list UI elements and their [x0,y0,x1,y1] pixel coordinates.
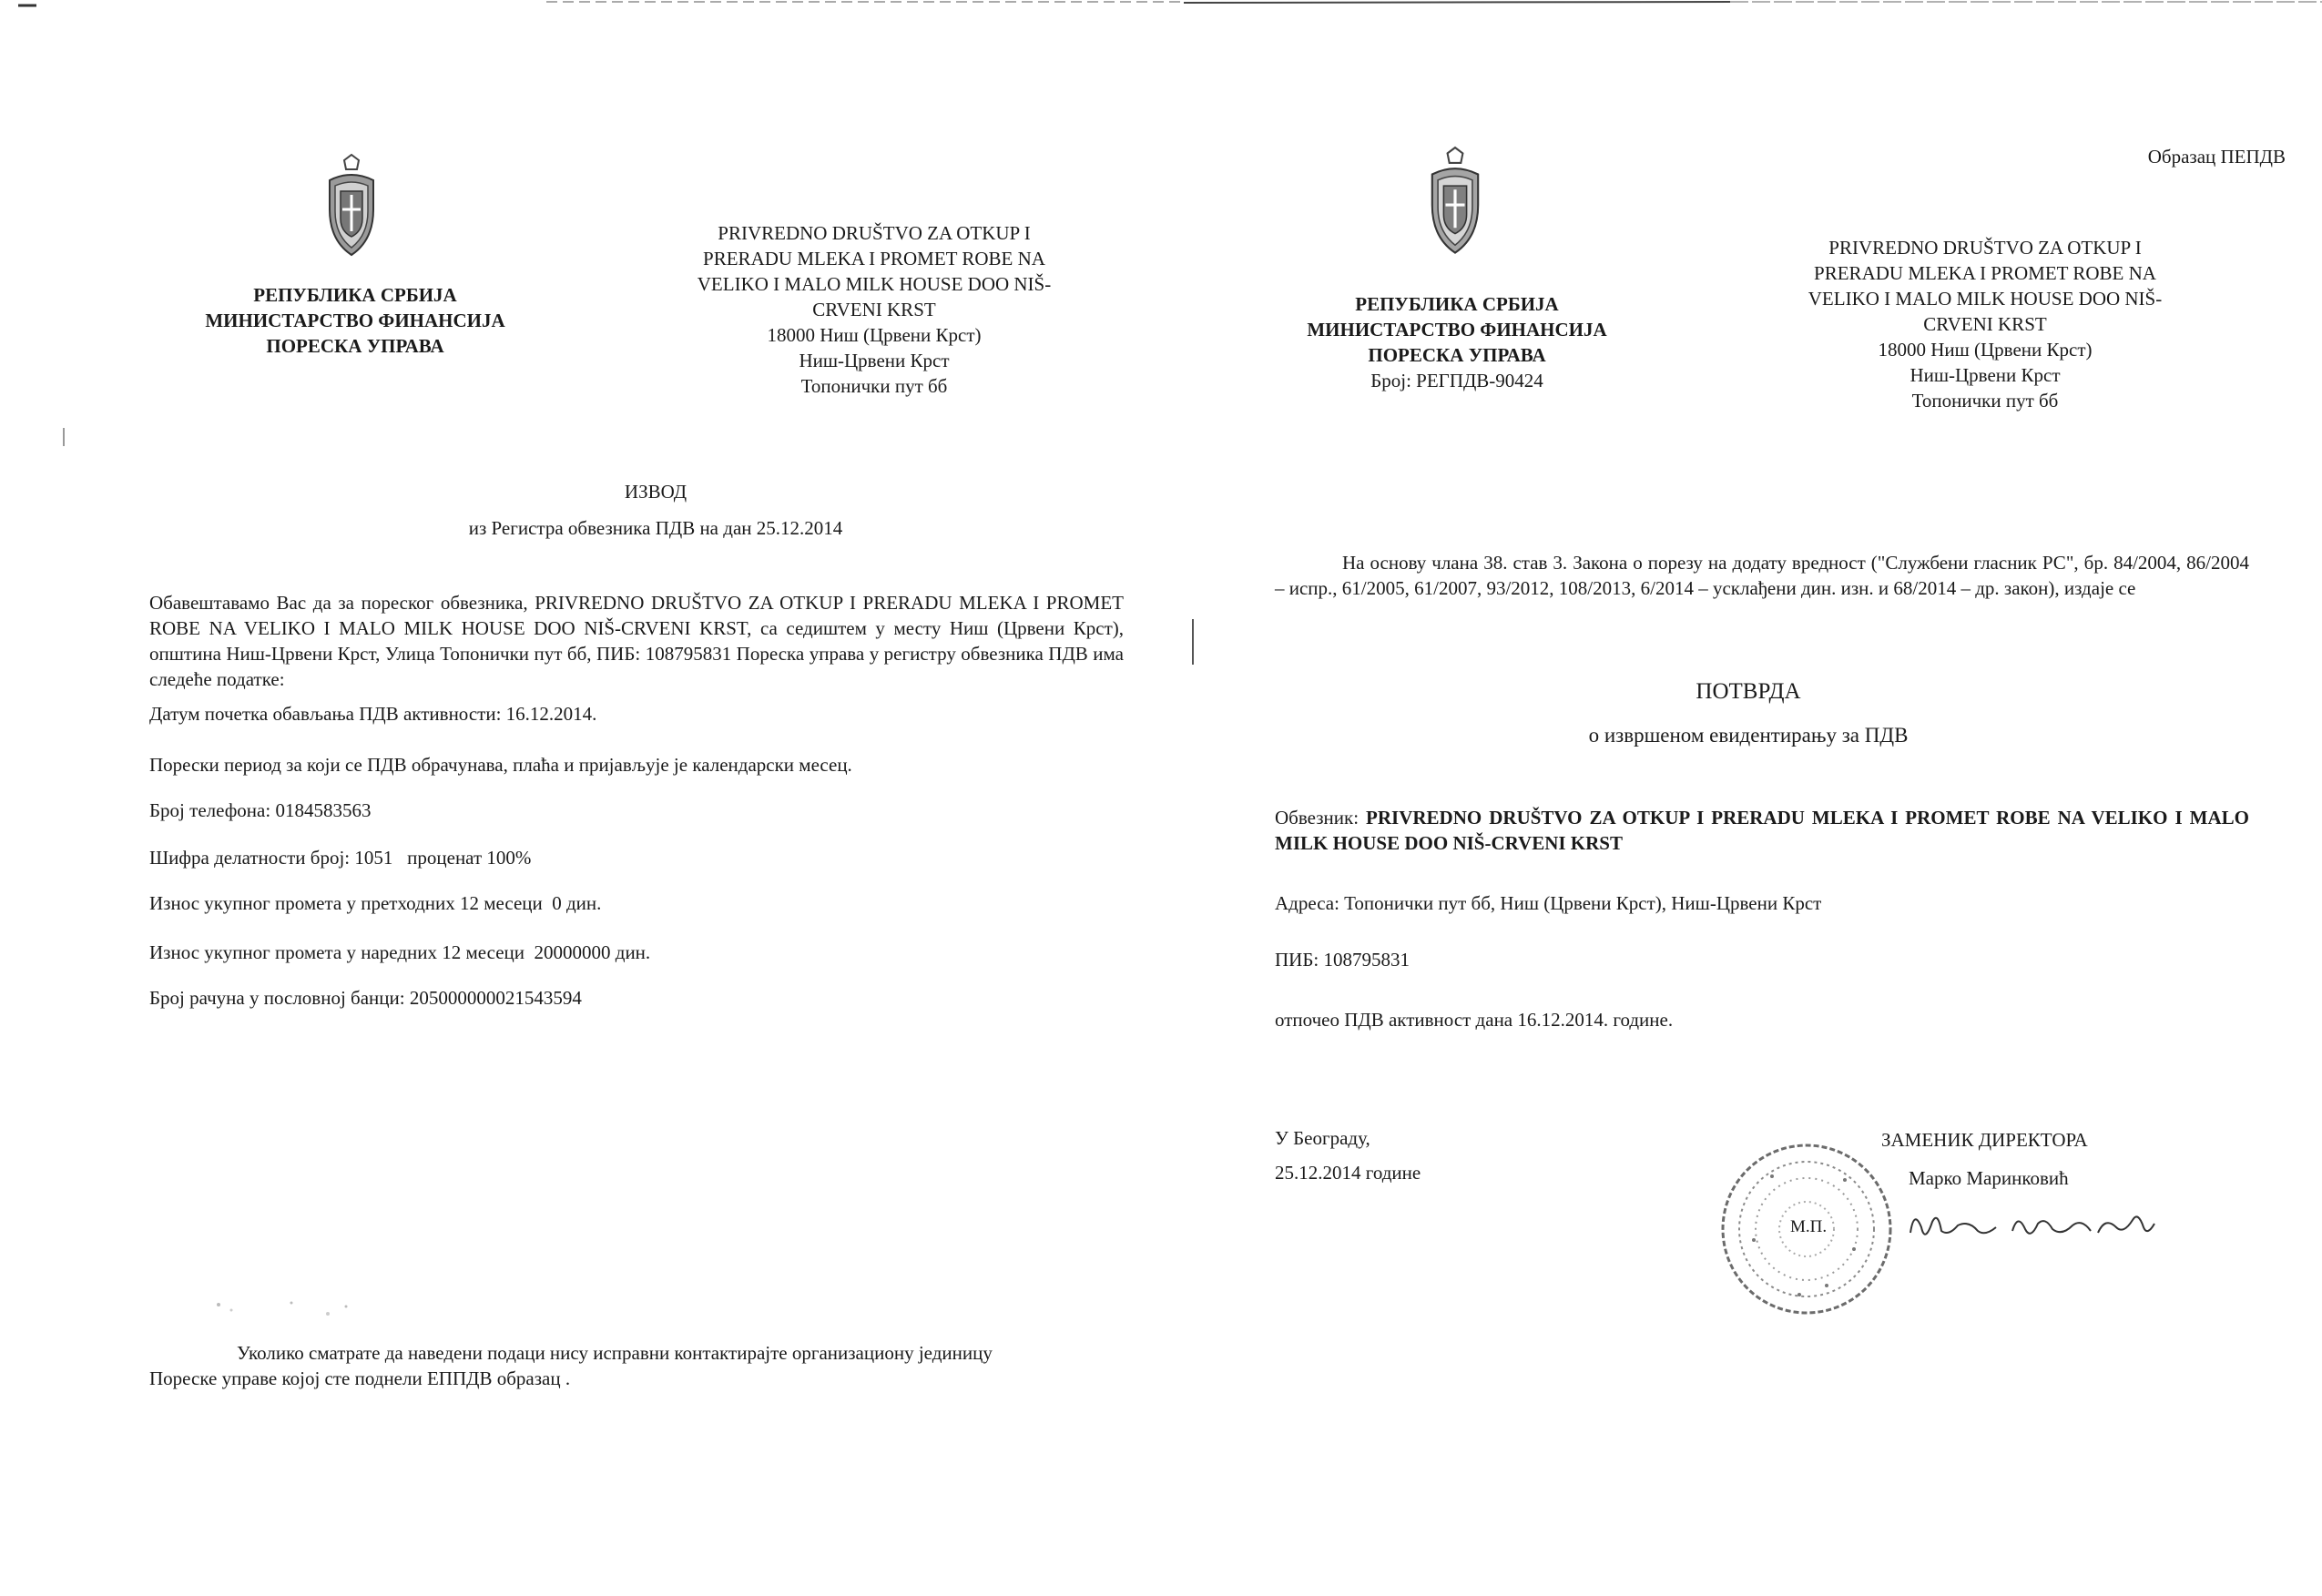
authority-line: МИНИСТАРСТВО ФИНАНСИЈА [205,310,505,331]
address-line: 18000 Ниш (Црвени Крст) [1878,339,2093,361]
left-footer-note: Уколико сматрате да наведени подаци нису исправни контактирајте организациону јединицу Пореске управе којој сте поднели ЕППДВ образац . [149,1342,993,1389]
signatory-name: Марко Маринковић [1909,1167,2069,1189]
fact-start-date: Датум почетка обављања ПДВ активности: 16.12.2014. [149,703,597,725]
activity-start: отпочео ПДВ активност дана 16.12.2014. године. [1275,1009,1674,1031]
fact-turnover-previous: Износ укупног промета у претходних 12 месеци 0 дин. [149,892,602,914]
authority-line: РЕПУБЛИКА СРБИЈА [1355,293,1559,315]
fact-turnover-next: Износ укупног промета у наредних 12 месеци 20000000 дин. [149,941,651,963]
reference-number: Број: РЕГПДВ-90424 [1370,370,1543,391]
address-line: CRVENI KRST [1923,313,2047,335]
left-document-title: ИЗВОД [624,481,687,503]
left-intro-paragraph: Обавештавамо Вас да за пореског обвезника, PRIVREDNO DRUŠTVO ZA OTKUP I PRERADU MLEKA I PROMET ROBE NA VELIKO I MALO MILK HOUSE DOO NIŠ-CRVENI KRST, са седиштем у месту Ниш (Црвени Крст), општина Ниш-Црвени Крст, Улица Топонички пут бб, ПИБ: 108795831 Пореска управа у регистру обвезника ПДВ има следеће податке: [149,592,1124,690]
taxpayer-block [1275,805,2249,856]
right-document-title: ПОТВРДА [1696,679,1801,704]
address-line: PRIVREDNO DRUŠTVO ZA OTKUP I [718,222,1031,244]
scan-edge-artifact [0,0,2322,7]
fact-phone: Број телефона: 0184583563 [149,799,372,821]
serbia-coat-of-arms-icon [321,153,382,262]
address-line: VELIKO I MALO MILK HOUSE DOO NIŠ- [697,273,1052,295]
authority-line: РЕПУБЛИКА СРБИЈА [253,284,457,306]
address-line: PRERADU MLEKA I PROMET ROBE NA [703,248,1045,269]
authority-line: ПОРЕСКА УПРАВА [1368,344,1546,366]
fold-mark [1191,619,1195,665]
right-document-subtitle: о извршеном евидентирању за ПДВ [1588,724,1909,747]
taxpayer-address: Адреса: Топонички пут бб, Ниш (Црвени Крст), Ниш-Црвени Крст [1275,892,1822,914]
seal-mark-label: М.П. [1790,1217,1828,1236]
address-line: Топонички пут бб [800,375,948,397]
address-line: 18000 Ниш (Црвени Крст) [767,324,982,346]
right-authority-block [1248,291,1666,393]
address-line: VELIKO I MALO MILK HOUSE DOO NIŠ- [1808,288,2163,310]
authority-line: ПОРЕСКА УПРАВА [266,335,444,357]
fact-tax-period: Порески период за који се ПДВ обрачунава, плаћа и пријављује је календарски месец. [149,754,852,776]
taxpayer-name: PRIVREDNO DRUŠTVO ZA OTKUP I PRERADU MLEKA I PROMET ROBE NA VELIKO I MALO MILK HOUSE DOO NIŠ-CRVENI KRST [1275,807,2249,854]
address-line: PRERADU MLEKA I PROMET ROBE NA [1814,262,2156,284]
address-line: Ниш-Црвени Крст [799,350,950,371]
serbia-coat-of-arms-icon [1422,146,1488,260]
address-line: CRVENI KRST [812,299,936,320]
left-recipient-address [656,220,1093,399]
scan-speck-marks [209,1297,364,1325]
signatory-title: ЗАМЕНИК ДИРЕКТОРА [1881,1129,2088,1151]
taxpayer-pib: ПИБ: 108795831 [1275,949,1410,971]
left-document-subtitle: из Регистра обвезника ПДВ на дан 25.12.2014 [468,517,843,539]
date-of-issue: 25.12.2014 године [1275,1162,1421,1184]
authority-line: МИНИСТАРСТВО ФИНАНСИЈА [1307,319,1607,341]
place-of-issue: У Београду, [1275,1127,1370,1149]
taxpayer-label: Обвезник: [1275,807,1360,828]
legal-basis-paragraph: На основу члана 38. став 3. Закона о порезу на додату вредност ("Службени гласник РС", бр. 84/2004, 86/2004 – испр., 61/2005, 61/2007, 93/2012, 108/2013, 6/2014 – усклађени дин. изн. и 68/2014 – др. закон), издаје се [1275,552,2249,599]
address-line: PRIVREDNO DRUŠTVO ZA OTKUP I [1828,237,2142,259]
right-recipient-address [1748,235,2222,413]
handwritten-signature [1905,1200,2160,1255]
address-line: Топонички пут бб [1911,390,2059,412]
fold-mark [62,428,66,446]
address-line: Ниш-Црвени Крст [1910,364,2061,386]
fact-activity-code: Шифра делатности број: 1051 проценат 100% [149,847,532,869]
form-code: Образац ПЕПДВ [2147,146,2286,168]
left-authority-block [146,282,565,359]
fact-bank-account: Број рачуна у пословној банци: 205000000021543594 [149,987,582,1009]
